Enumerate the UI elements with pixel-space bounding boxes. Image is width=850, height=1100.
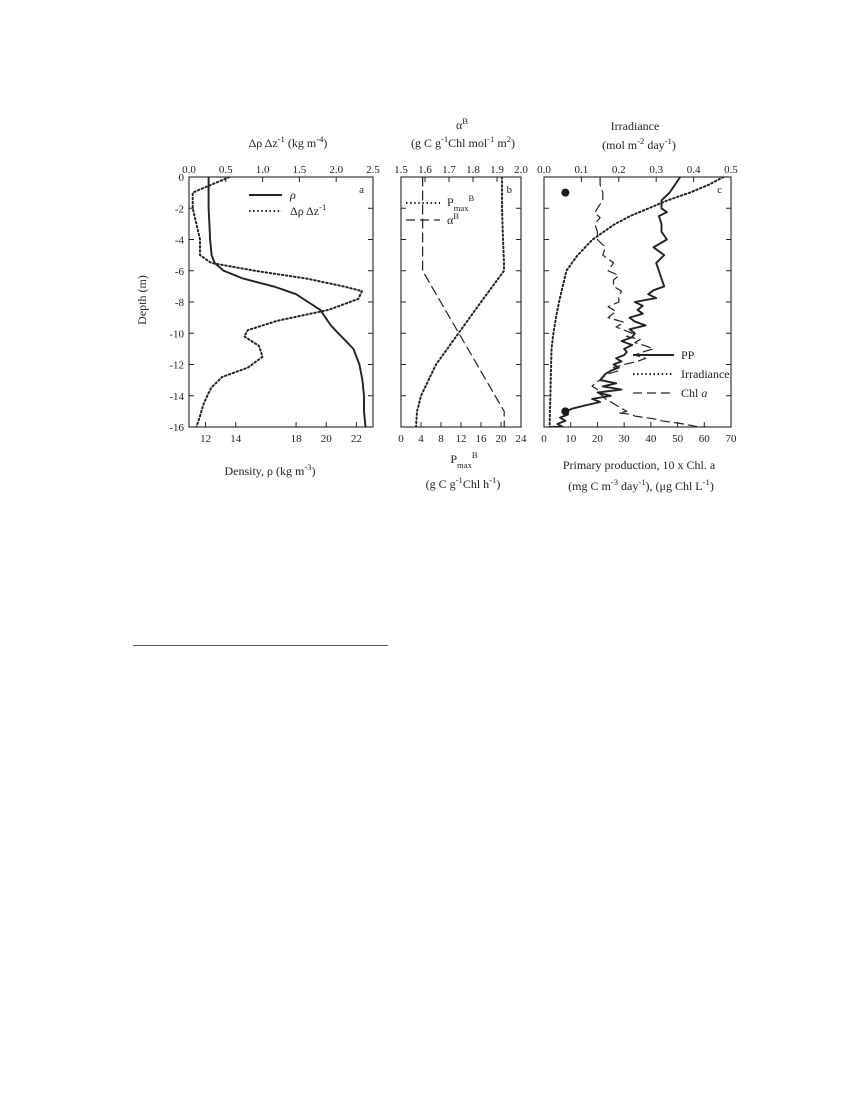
bottom-tick-label: 14 [230,433,242,445]
bottom-tick-label: 8 [438,433,444,445]
bottom-tick-label: 20 [320,433,332,445]
top-tick-label: 2.0 [329,164,344,176]
bottom-tick-label: 60 [698,433,710,445]
top-tick-label: 1.7 [442,164,456,176]
legend-label: Chl a [681,386,708,400]
bottom-tick-label: 4 [418,433,424,445]
marker-point [561,407,569,415]
top-axis-symbol: $\alpha^B$ [455,116,469,132]
bottom-tick-label: 50 [672,433,684,445]
panel-letter: a [359,184,364,196]
top-tick-label: 1.5 [394,164,408,176]
top-tick-label: 0.0 [537,164,551,176]
bottom-tick-label: 22 [350,433,362,445]
y-tick-label: -2 [174,203,184,216]
panel-letter: b [506,184,512,196]
bottom-tick-label: 20 [495,433,507,445]
top-tick-label: 1.5 [292,164,307,176]
top-tick-label: 1.8 [466,164,480,176]
bottom-tick-label: 12 [200,433,212,445]
y-tick-label: -14 [169,390,184,403]
top-axis-title: Δρ $\Delta z^{-1}$ (kg $m^{-4}$) [248,134,328,150]
bottom-tick-label: 70 [725,433,737,445]
y-tick-label: -4 [174,234,184,247]
panel-a [169,134,380,478]
top-tick-label: 0.2 [611,164,626,176]
bottom-tick-label: 24 [515,433,527,445]
panel-c [537,119,738,493]
bottom-axis-title: Density, ρ (kg $m^{-3}$) [224,462,316,478]
legend-label: Irradiance [681,367,730,381]
panel-letter: c [717,184,722,196]
bottom-tick-label: 40 [645,433,657,445]
bottom-axis-symbol: $P_{max}^B$ [450,450,478,470]
bottom-tick-label: 20 [591,433,603,445]
bottom-tick-label: 16 [475,433,487,445]
bottom-tick-label: 30 [618,433,630,445]
y-tick-label: -12 [169,359,184,372]
bottom-axis-title: (g C $g^{-1}Chl$ $h^{-1}$) [425,475,501,491]
y-tick-label: 0 [178,172,184,184]
legend-label: PP [681,348,695,362]
top-tick-label: 0.3 [649,164,664,176]
series-line-solid [209,177,366,427]
bottom-axis-units: (mg C $m^{-3}$ day$^{-1}$), (μg Chl $L^{-1}$) [568,477,714,493]
top-axis-title: (mol $m^{-2}$ day$^{-1}$) [602,136,676,152]
series-line-dotted [193,177,362,427]
legend-label-gradient: Δρ $\Delta z^{-1}$ [290,202,327,218]
top-tick-label: 0.4 [686,164,701,176]
y-tick-label: -16 [169,422,184,434]
y-tick-label: -6 [174,265,184,278]
panel-b [394,116,528,491]
y-axis-label: Depth (m) [135,275,149,325]
bottom-tick-label: 10 [565,433,577,445]
top-tick-label: 1.9 [490,164,504,176]
legend-label-pmax: $P_{max}^B$ [447,193,475,213]
legend-label-rho: ρ [290,188,296,202]
top-tick-label: 1.6 [418,164,432,176]
legend-label-alpha: $\alpha^B$ [447,211,460,227]
series-line-solid [549,177,680,427]
top-axis-title: (g C $g^{-1}Chl$ mol$^{-1}$ $m^2$) [410,134,516,150]
top-tick-label: 2.5 [366,164,380,176]
bottom-tick-label: 18 [290,433,302,445]
y-tick-label: -10 [169,328,184,341]
top-tick-label: 0.5 [724,164,738,176]
y-tick-label: -8 [174,297,184,309]
top-axis-symbol: Irradiance [610,119,660,133]
marker-point [561,189,569,197]
top-tick-label: 1.0 [255,164,270,176]
bottom-tick-label: 12 [455,433,467,445]
top-tick-label: 2.0 [514,164,528,176]
top-tick-label: 0.1 [574,164,589,176]
bottom-tick-label: 0 [541,433,547,445]
plot-frame [189,177,373,427]
bottom-tick-label: 0 [398,433,404,445]
top-tick-label: 0.0 [182,164,196,176]
top-tick-label: 0.5 [218,164,233,176]
bottom-axis-title: Primary production, 10 x Chl. a [562,458,716,472]
series-line-dashed [423,177,505,427]
footnote-separator [133,645,388,646]
